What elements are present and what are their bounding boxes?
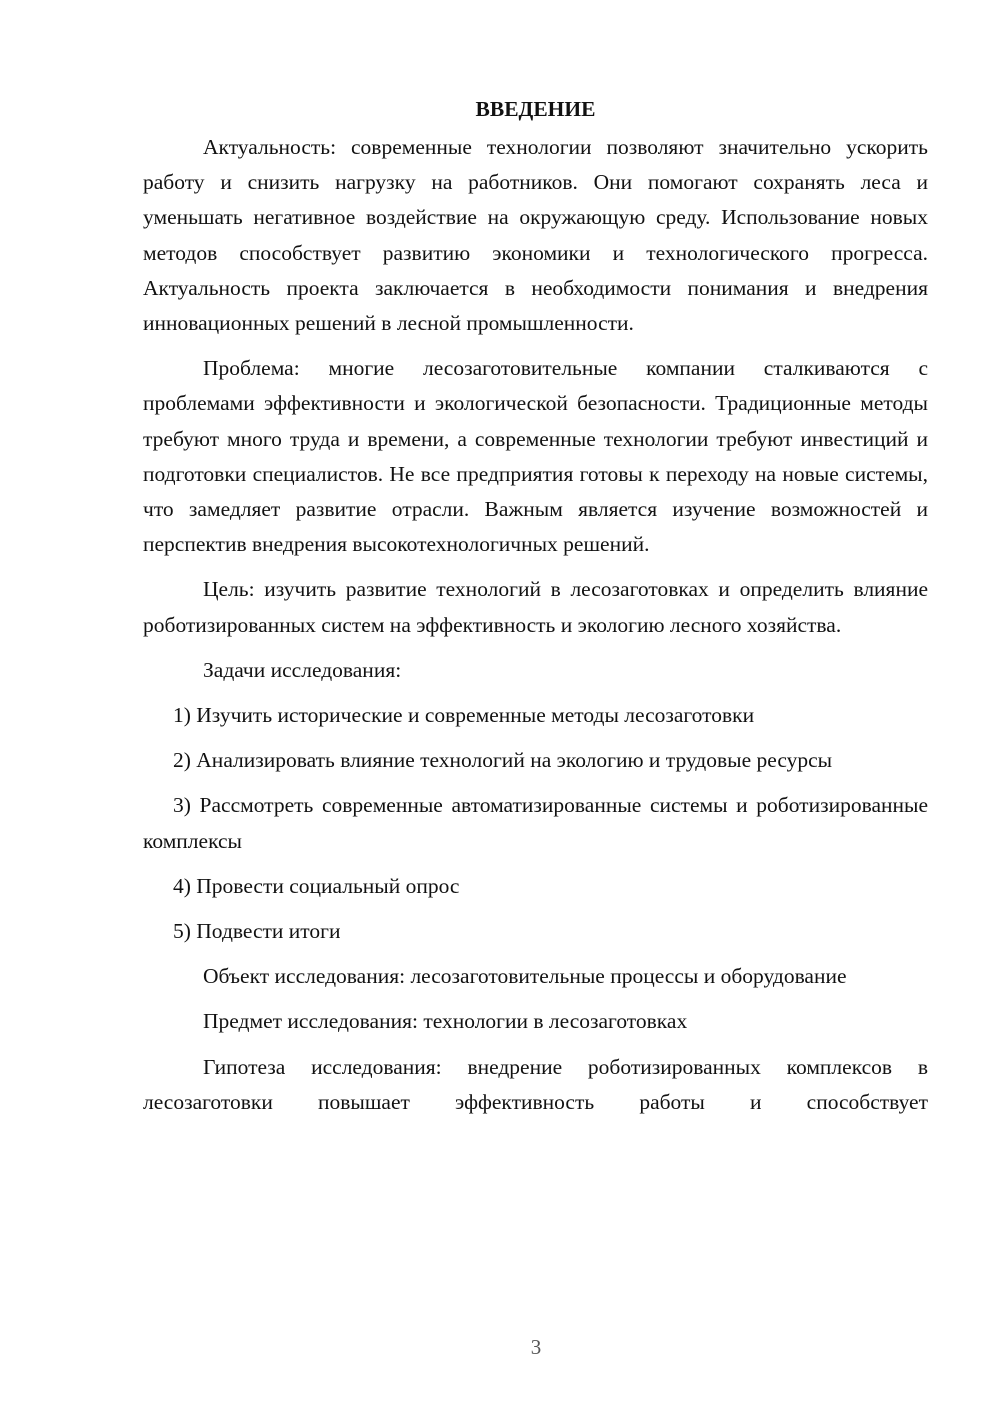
paragraph-object: Объект исследования: лесозаготовительные процессы и оборудование [203, 964, 847, 989]
paragraph-hypothesis: Гипотеза исследования: внедрение роботизированных комплексов в лесозаготовки повышает эффективность работы и способствует [143, 1054, 928, 1114]
tasks-heading: Задачи исследования: [203, 657, 402, 682]
page-title: ВВЕДЕНИЕ [475, 97, 596, 121]
paragraph-goal: Цель: изучить развитие технологий в лесозаготовках и определить влияние роботизированных систем на эффективность и экологию лесного хозяйства. [143, 577, 928, 637]
paragraph-relevance: Актуальность: современные технологии позволяют значительно ускорить работу и снизить нагрузку на работников. Они помогают сохранять леса и уменьшать негативное воздействие на окружающую среду. Использование новых методов способствует развитию экономики и технологического прогресса. Актуальность проекта заключается в необходимости понимания и внедрения инновационных решений в лесной промышленности. [143, 135, 928, 336]
task-item-1: 1) Изучить исторические и современные методы лесозаготовки [173, 703, 755, 728]
task-item-2: 2) Анализировать влияние технологий на экологию и трудовые ресурсы [173, 748, 833, 773]
page-number: 3 [530, 1335, 542, 1359]
task-item-4: 4) Провести социальный опрос [173, 873, 460, 898]
page-content [143, 92, 928, 1130]
task-item-5: 5) Подвести итоги [173, 919, 341, 944]
paragraph-subject: Предмет исследования: технологии в лесозаготовках [203, 1009, 688, 1034]
paragraph-problem: Проблема: многие лесозаготовительные компании сталкиваются с проблемами эффективности и экологической безопасности. Традиционные методы требуют много труда и времени, а современные технологии требуют инвестиций и подготовки специалистов. Не все предприятия готовы к переходу на новые системы, что замедляет развитие отрасли. Важным является изучение возможностей и перспектив внедрения высокотехнологичных решений. [143, 356, 928, 557]
task-item-3: 3) Рассмотреть современные автоматизированные системы и роботизированные комплексы [143, 793, 928, 853]
